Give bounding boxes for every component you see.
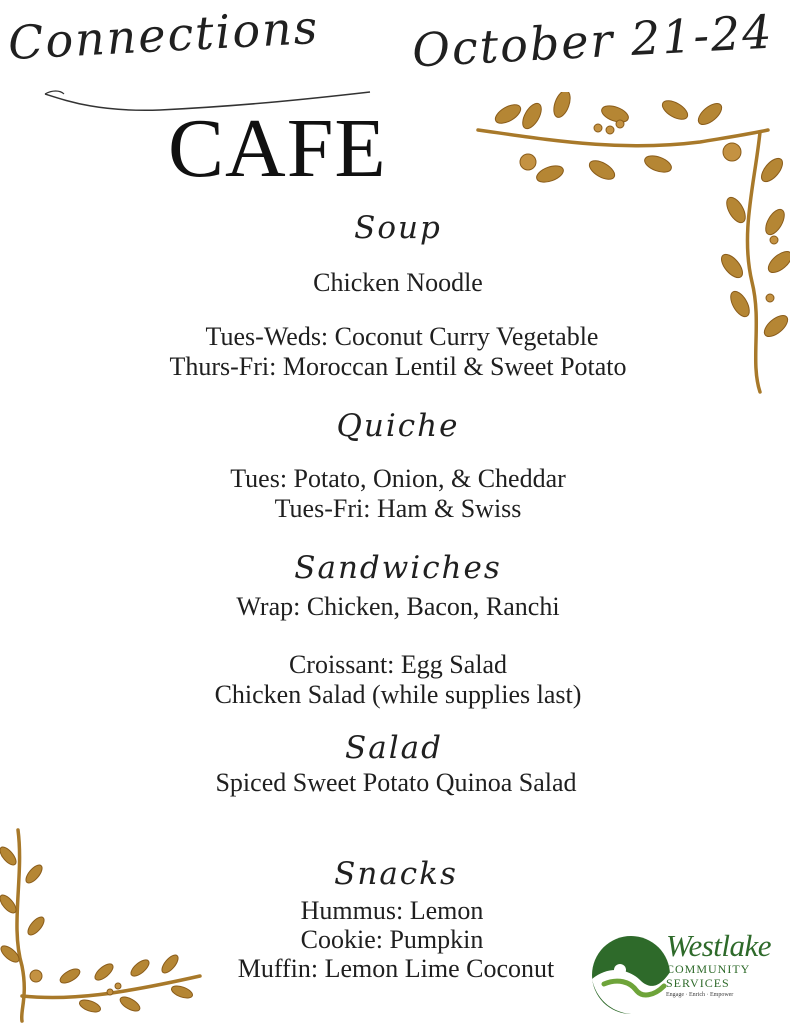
- menu-item: Tues: Potato, Onion, & Cheddar: [230, 464, 566, 493]
- section-heading-quiche: Quiche: [336, 408, 460, 444]
- menu-item: Tues-Weds: Coconut Curry Vegetable: [205, 322, 599, 351]
- logo-subtitle-community: COMMUNITY: [666, 962, 751, 976]
- logo-name: Westlake: [666, 928, 772, 963]
- section-heading-snacks: Snacks: [334, 856, 458, 892]
- westlake-logo-text: [666, 930, 791, 998]
- menu-item: Wrap: Chicken, Bacon, Ranchi: [236, 592, 560, 621]
- section-heading-sandwiches: Sandwiches: [294, 550, 502, 586]
- menu-item: Tues-Fri: Ham & Swiss: [274, 494, 522, 523]
- section-heading-soup: Soup: [354, 210, 442, 246]
- menu-item: Spiced Sweet Potato Quinoa Salad: [215, 768, 577, 797]
- menu-item: Chicken Salad (while supplies last): [214, 680, 582, 709]
- logo-subtitle-services: SERVICES: [666, 976, 730, 990]
- menu-item: Thurs-Fri: Moroccan Lentil & Sweet Potato: [169, 352, 627, 381]
- section-heading-salad: Salad: [345, 730, 443, 766]
- menu-item: Croissant: Egg Salad: [288, 650, 508, 679]
- menu-item: Chicken Noodle: [313, 268, 483, 297]
- menu-item: Hummus: Lemon: [300, 896, 484, 925]
- menu-item: Cookie: Pumpkin: [300, 925, 484, 954]
- brand-script-title: Connections: [6, 0, 321, 71]
- page-title: CAFE: [168, 102, 387, 195]
- westlake-logo-icon: [590, 934, 672, 1016]
- date-range: October 21-24: [410, 4, 775, 78]
- menu-item: Muffin: Lemon Lime Coconut: [237, 954, 555, 983]
- logo-tagline: Engage · Enrich · Empower: [666, 992, 734, 998]
